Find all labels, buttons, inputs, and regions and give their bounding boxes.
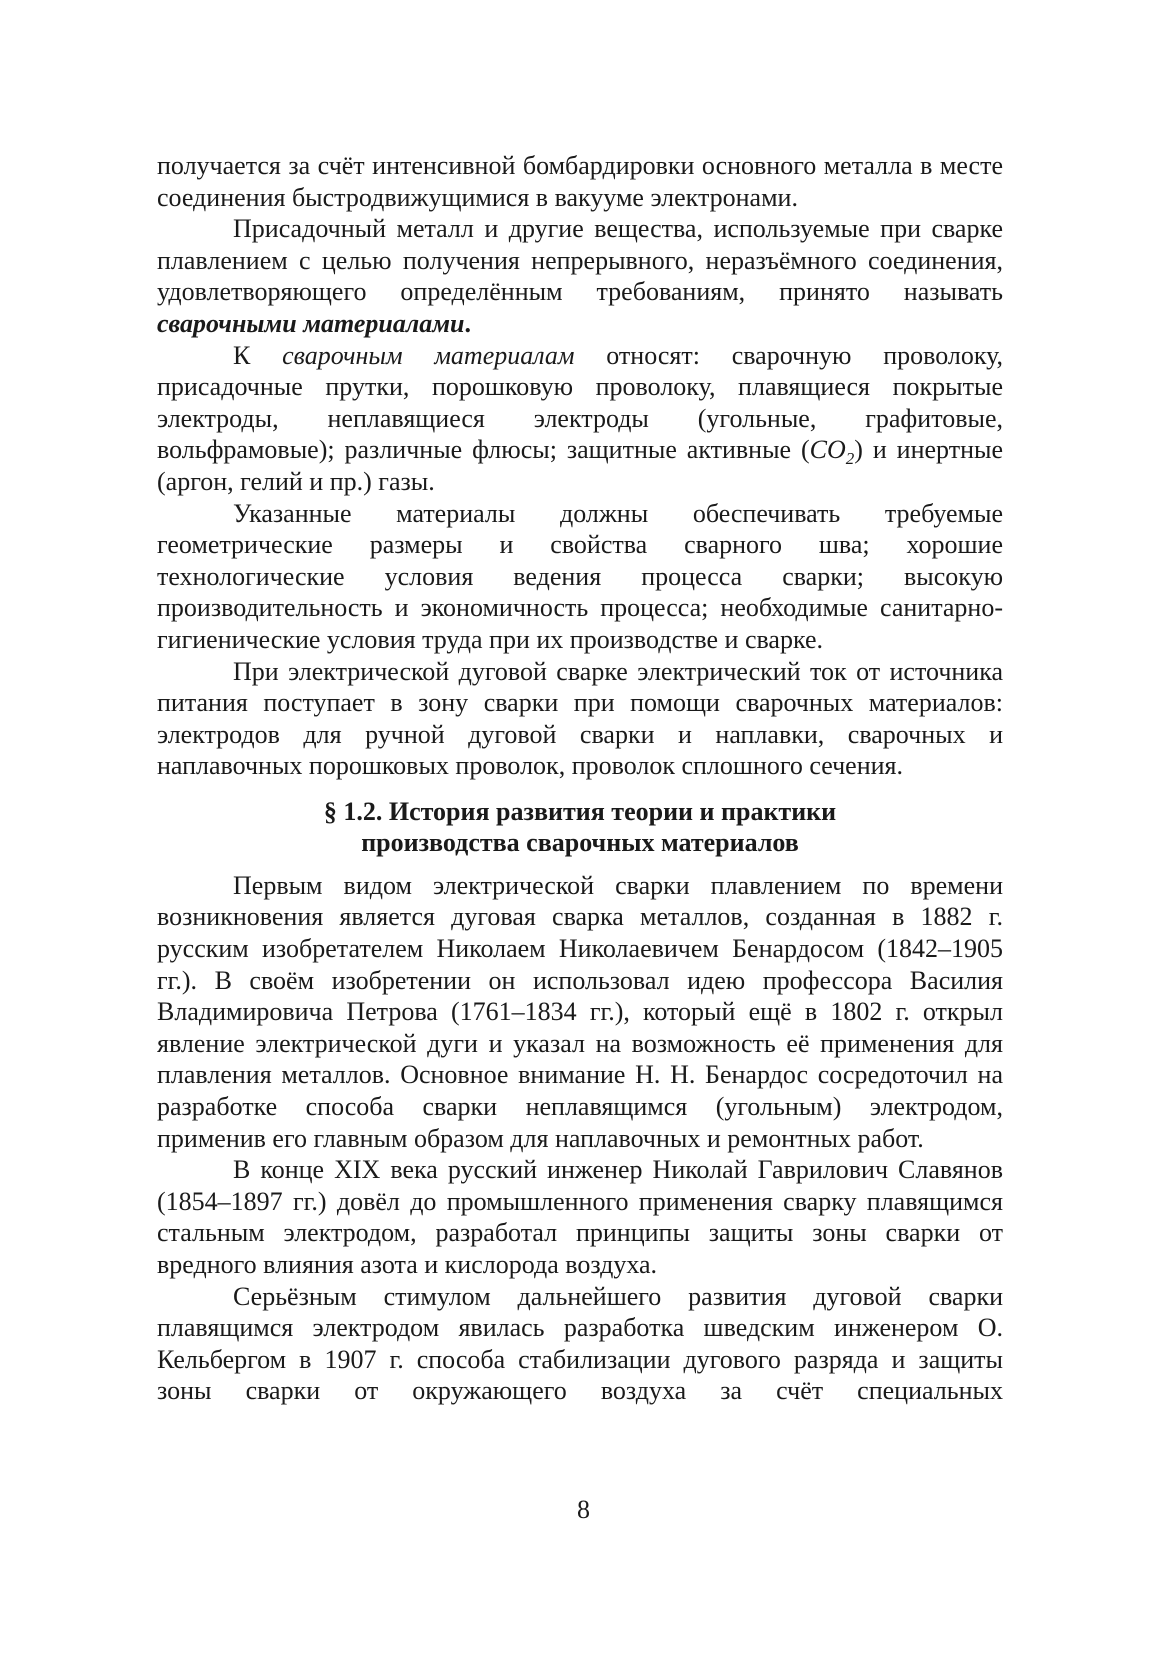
paragraph-kjellberg: Серьёзным стимулом дальнейшего развития дуговой сварки плавящимся электродом явилась разработка шведским инженером О. Кельбергом в 1907 г. способа стабилизации дугового разряда и защиты зоны сварки от окружающего воздуха за счёт специальных [157,1281,1003,1406]
formula-main: CO [809,435,846,465]
paragraph-requirements: Указанные материалы должны обеспечивать требуемые геометрические размеры и свойства сварного шва; хорошие технологические условия ведения процесса сварки; высокую производительность и экономичность процесса; необходимые санитарно-гигиенические условия труда при их производстве и сварке. [157,498,1003,654]
paragraph-continuation: получается за счёт интенсивной бомбардировки основного металла в месте соединения быстродвижущимися в вакууме электронами. [157,151,1003,212]
term-welding-materials: сварочными материалами [157,308,465,338]
formula-co2 [809,435,855,469]
paragraph-text: Присадочный металл и другие вещества, используемые при сварке плавлением с целью получения непрерывного, неразъёмного соединения, удовлетворяющего определённым требованиям, принято называть [157,214,1003,307]
paragraph-filler-metal [157,213,1003,339]
formula-subscript: 2 [845,449,855,469]
paragraph-text: относят: сварочную проволоку, присадочные прутки, порошковую проволоку, плавящиеся покрытые электроды, неплавящиеся электроды (угольные, графитовые, вольфрамовые); различные флюсы; защитные активные ( [157,340,1004,465]
page-number: 8 [577,1495,590,1524]
section-heading-line-1: § 1.2. История развития теории и практики [323,796,837,826]
term-welding-materials: сварочным материалам [282,340,575,370]
period: . [464,308,472,338]
paragraph-material-list [157,340,1003,498]
paragraph-slavyanov: В конце XIX века русский инженер Николай Гаврилович Славянов (1854–1897 гг.) довёл до промышленного применения сварку плавящимся стальным электродом, разработал принципы защиты зоны сварки от вредного влияния азота и кислорода воздуха. [157,1155,1003,1279]
page-body [157,150,1003,1407]
section-heading-line-2: производства сварочных материалов [361,827,799,857]
section-heading [157,796,1003,858]
paragraph-benardos: Первым видом электрической сварки плавлением по времени возникновения является дуговая сварка металлов, созданная в 1882 г. русским изобретателем Николаем Николаевичем Бенардосом (1842–1905 гг.). В своём изобретении он использовал идею профессора Василия Владимировича Петрова (1761–1834 гг.), который ещё в 1802 г. открыл явление электрической дуги и указал на возможность её применения для плавления металлов. Основное внимание Н. Н. Бенардос сосредоточил на разработке способа сварки неплавящимся (угольным) электродом, применив его главным образом для наплавочных и ремонтных работ. [157,870,1003,1153]
paragraph-electric-arc: При электрической дуговой сварке электрический ток от источника питания поступает в зону сварки при помощи сварочных материалов: электродов для ручной дуговой сварки и наплавки, сварочных и наплавочных порошковых проволок, проволок сплошного сечения. [157,656,1003,781]
paragraph-text: ) и инертные (аргон, гелий и пр.) газы. [157,435,1003,496]
paragraph-text: К [233,340,283,370]
